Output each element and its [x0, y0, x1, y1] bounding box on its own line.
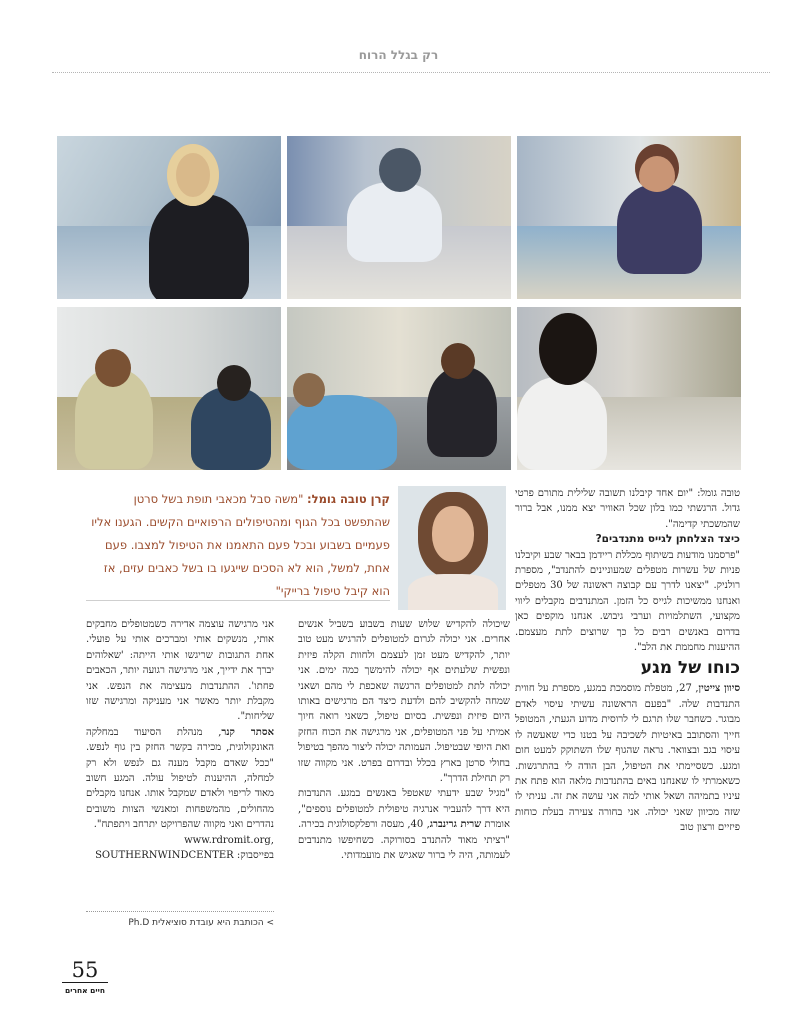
article-column-right [515, 486, 740, 836]
speaker-name: שרית גרינברג [429, 819, 482, 831]
section-heading: כוחו של מגע [640, 658, 740, 679]
paragraph-text: , 27, מטפלת מוסמכת במגע, מספרת על חווית התנדבות שלה. "בפעם הראשונה עשיתי עיסוי לאדם מבוגר. כשחבר שלו תרגם לי לרוסית מדוע הגעתי, המטופל חייך והסתובב באיטיות לשכיבה על בטנו כדי שאעשה לו עיסוי בגב ובצוואר. נראה שהגוף שלו השתוקק למעט חום ומגע. כשסיימתי את הטיפול, הבן הודה לי בהתרגשות. כשאמרתי לו שאנחנו באים בהתנדבות מלאה הוא פתח את עיניו בתמיהה ושאל אותי למה אני עושה את זה. עניתי לו שזה מכיוון שאני יכולה. אני בחורה צעירה בעלת כוחות פיזיים ורצון טוב [515, 683, 740, 834]
pull-quote-speaker: קרן טובה גומל: [307, 492, 390, 506]
pull-quote-divider [86, 600, 390, 601]
pull-quote [86, 488, 390, 603]
paragraph: אני מרגישה עוצמה אדירה כשמטופלים מחבקים אותי, מנשקים אותי ומברכים אותי על פועלי. אחת התגובות שריגשו אותי הייתה: 'שאלוהים יברך את ידייך, אני מרגישה רגועה יותר, הכאבים פחתו'. ההתנדבות מעצימה את הנפש. אני מקבלת יותר מאשר אני מעניקה ומרגישה שזו שליחות". [86, 619, 274, 723]
paragraph: שיכולה להקדיש שלוש שעות בשבוע בשביל אנשים אחרים. אני יכולה לגרום למטופלים להרגיש מעט טוב יותר, להקדיש מעט זמן לעצמם ולחוות הקלה פיזית ונפשית שלעתים אף יכולה להימשך כמה ימים. אני יכולה לתת למטופלים הרגשה שאכפת לי מהם ושאני שמחה להקשיב להם ולדעת כיצד הם מרגישים באותו היום פיזית ונפשית. בסיום טיפול, כשאני רואה חיוך אמיתי על פני המטופלים, אני מרגישה את הכוח החזק ואת היופי שבטיפול. העמותה יכולה ליצור מהפך בטיפול בחולי סרטן בארץ בכלל ובדרום בפרט. אני מקווה שזו רק תחילת הדרך". [298, 619, 510, 785]
article-column-middle [298, 617, 510, 864]
facebook-reference: בפייסבוק: SOUTHERNWINDCENTER [95, 850, 274, 862]
paragraph: "פרסמנו מודעות בשיתוף מכללת ריידמן בבאר שבע וקיבלנו פניות של עשרות מטפלים שמעוניינים להתנדב", מספרת רולניק. "יצאנו לדרך עם קבוצה ראשונה של 30 מטפלים ואנחנו ממשיכות לגייס כל הזמן. המתנדבים מקבלים ליווי מקצועי, השתלמויות וערבי גיבוש. אנחנו מוקפים כאן בדרום באנשים רבים כל כך שרוצים לתת מעצמם. ההיענות מחממת את הלב". [515, 549, 740, 654]
paragraph [298, 786, 510, 863]
subheading: כיצד הצלחתן לגייס מתנדבים? [595, 533, 740, 546]
paragraph-text: , מנהלת הסיעוד במחלקה האונקולוגית, מכירה בקשר החזק בין גוף לנפש. "ככל שאדם מקבל מענה גם לנפש ולא רק למחלה, ההיענות לטיפול עולה. המגע חשוב מאוד לריפוי ולאדם שמקבל אותו. אנחנו מקבלים מהחולים, מהמשפחות ומאנשי הצוות משובים נהדרים ואני מקווה שהפרויקט יתרחב ויתפתח". [86, 726, 274, 831]
page-number-divider [62, 982, 108, 983]
pull-quote-text: "משה סבל מכאבי תופת בשל סרטן שהתפשט בכל הגוף ומהטיפולים הרפואיים הקשים. הגענו אליו פעמיים בשבוע ובכל פעם התאמנו את הטיפול למצבו. פעם אחת, למשל, הוא לא הסכים שייגעו בו בשל כאבים עזים, אז הוא קיבל טיפול ברייקי" [91, 492, 390, 598]
photo-therapist-foot-massage [287, 136, 511, 299]
photo-therapist-reflexology [517, 136, 741, 299]
speaker-name: סיוון צייטין [698, 683, 741, 695]
paragraph-text: , 40, מעסה ורפלקסולוגית בכירה. "רציתי מאוד להתנדב בסורוקה. כשחיפשו מתנדבים לעמותה, היה לי ברור שאגיש את מועמדותי. [298, 819, 510, 862]
photo-girl-in-wheelchair-treatment [287, 307, 511, 470]
section-title: רק בגלל הרוח [358, 48, 439, 62]
portrait-photo [398, 486, 506, 610]
article-column-left [86, 617, 274, 864]
paragraph [86, 725, 274, 833]
paragraph: טובה גומל: "יום אחד קיבלנו תשובה שלילית מתורם פרטי גדול. הרגשתי כמו בלון שכל האוויר יצא ממנו, אבל ברור שהמשכתי קדימה". [515, 488, 740, 530]
photo-grid [57, 136, 741, 470]
speaker-name: אסתר קנר [221, 726, 274, 738]
author-footnote: > הכותבת היא עובדת סוציאלית Ph.D [128, 918, 274, 928]
paragraph [515, 681, 740, 835]
photo-woman-headscarf-smiling [57, 136, 281, 299]
header-divider [52, 72, 770, 73]
photo-young-therapist-massage [517, 307, 741, 470]
footnote-divider [86, 911, 274, 912]
magazine-name: חיים אחרים [65, 986, 105, 995]
photo-patient-with-volunteer [57, 307, 281, 470]
paragraph-text: "מגיל שבע ידעתי שאטפל באנשים במגע. התנדבות היא דרך להעביר אנרגיה טיפולית למטופלים נוספים", אומרת [298, 788, 510, 831]
page-number: 55 [71, 958, 99, 982]
website-link[interactable]: www.rdromit.org, [184, 834, 274, 846]
